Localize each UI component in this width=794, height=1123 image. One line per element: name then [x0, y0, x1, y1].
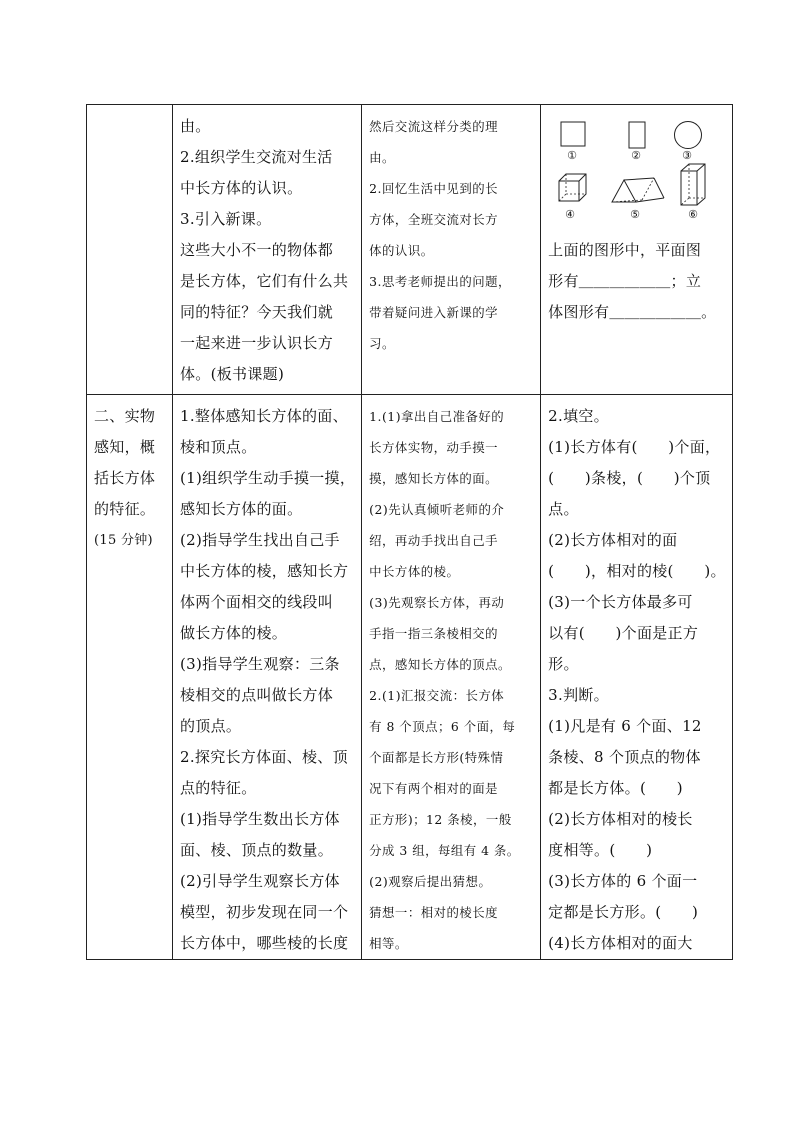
text-line: 体图形有＿＿＿＿＿＿。	[548, 303, 717, 321]
text-line: 面、棱、顶点的数量。	[180, 841, 334, 859]
text-line: ( )，相对的棱( )。	[548, 562, 726, 580]
text-line: 都是长方体。( )	[548, 779, 683, 797]
shape-label-5: ⑤	[630, 208, 641, 221]
text-line: 3.判断。	[548, 686, 609, 704]
text-line: (2)观察后提出猜想。	[369, 874, 492, 889]
text-line: 点的特征。	[180, 779, 257, 797]
shape-label-3: ③	[682, 149, 693, 162]
text-line: 中长方体的认识。	[180, 179, 303, 197]
exercise-cell	[541, 395, 733, 960]
text-line: 1.(1)拿出自己准备好的	[369, 409, 505, 424]
text-line: 有 8 个顶点；6 个面，每	[369, 719, 516, 734]
text-line: 体。(板书课题)	[180, 365, 285, 383]
text-line: 体的认识。	[369, 243, 434, 258]
text-line: 二、实物	[94, 407, 156, 425]
text-line: 条棱、8 个顶点的物体	[548, 748, 701, 766]
cube-figure	[558, 173, 588, 203]
text-line: 的顶点。	[180, 717, 242, 735]
shape-figures	[548, 111, 726, 235]
text-line: (2)长方体相对的面	[548, 531, 678, 549]
teacher-activity-cell	[173, 105, 362, 395]
text-line: 中长方体的棱。	[369, 564, 460, 579]
text-line: 一起来进一步认识长方	[180, 334, 334, 352]
text-line: 括长方体	[94, 469, 156, 487]
text-line: 2.探究长方体面、棱、顶	[180, 748, 348, 766]
text-line: 形有＿＿＿＿＿＿；立	[548, 272, 702, 290]
square-figure	[560, 121, 586, 147]
text-line: 上面的图形中，平面图	[548, 241, 702, 259]
student-activity-cell	[362, 395, 541, 960]
text-line: 相等。	[369, 936, 408, 951]
text-line: 习。	[369, 336, 395, 351]
text-line: 以有( )个面是正方	[548, 624, 699, 642]
text-line: (3)先观察长方体，再动	[369, 595, 505, 610]
text-line: 做长方体的棱。	[180, 624, 288, 642]
text-line: (2)长方体相对的棱长	[548, 810, 693, 828]
text-line: 体两个面相交的线段叫	[180, 593, 334, 611]
text-line: 模型，初步发现在同一个	[180, 903, 349, 921]
text-line: 棱和顶点。	[180, 438, 257, 456]
text-line: 绍，再动手找出自己手	[369, 533, 499, 548]
text-line: 点。	[548, 500, 579, 518]
triangular-prism-figure	[610, 175, 666, 205]
text-line: (1)凡是有 6 个面、12	[548, 717, 702, 735]
table-row	[87, 395, 733, 960]
text-line: 棱相交的点叫做长方体	[180, 686, 334, 704]
text-line: 手指一指三条棱相交的	[369, 626, 499, 641]
text-line: 个面都是长方形(特殊情	[369, 750, 504, 765]
text-line: 3.引入新课。	[180, 210, 272, 228]
text-line: 方体，全班交流对长方	[369, 212, 499, 227]
text-line: 3.思考老师提出的问题，	[369, 274, 511, 289]
text-line: 长方体中，哪些棱的长度	[180, 934, 349, 952]
text-line: 猜想一：相对的棱长度	[369, 905, 499, 920]
text-line: 正方形)；12 条棱，一般	[369, 812, 512, 827]
text-line: 定都是长方形。( )	[548, 903, 699, 921]
text-line: 1.整体感知长方体的面、	[180, 407, 348, 425]
text-line: (2)先认真倾听老师的介	[369, 502, 505, 517]
text-line: 中长方体的棱，感知长方	[180, 562, 349, 580]
text-line: (1)指导学生数出长方体	[180, 810, 340, 828]
text-line: (3)一个长方体最多可	[548, 593, 693, 611]
text-line: 形。	[548, 655, 579, 673]
text-line: 由。	[369, 150, 395, 165]
text-line: 感知，概	[94, 438, 156, 456]
text-line: 况下有两个相对的面是	[369, 781, 499, 796]
text-line: 2.组织学生交流对生活	[180, 148, 333, 166]
text-line: 长方体实物，动手摸一	[369, 440, 499, 455]
cuboid-figure	[680, 163, 706, 207]
circle-figure	[673, 120, 703, 150]
text-line: 带着疑问进入新课的学	[369, 305, 499, 320]
text-line: 2.(1)汇报交流：长方体	[369, 688, 505, 703]
text-line: 的特征。	[94, 500, 156, 518]
text-line: (2)引导学生观察长方体	[180, 872, 340, 890]
rectangle-figure	[628, 121, 646, 149]
text-line: 由。	[180, 117, 211, 135]
table-row	[87, 105, 733, 395]
text-line: ( )条棱，( )个顶	[548, 469, 711, 487]
text-line: (1)组织学生动手摸一摸，	[180, 469, 356, 487]
text-line: 分成 3 组，每组有 4 条。	[369, 843, 520, 858]
shape-label-6: ⑥	[688, 208, 699, 221]
shape-label-4: ④	[565, 208, 576, 221]
text-line: 摸，感知长方体的面。	[369, 471, 499, 486]
text-line: (1)长方体有( )个面，	[548, 438, 721, 456]
stage-cell	[87, 105, 173, 395]
text-line: (2)指导学生找出自己手	[180, 531, 340, 549]
text-line: (3)长方体的 6 个面一	[548, 872, 698, 890]
text-line: 同的特征？今天我们就	[180, 303, 334, 321]
lesson-plan-table	[86, 104, 733, 960]
text-line: 感知长方体的面。	[180, 500, 303, 518]
text-line: (15 分钟)	[94, 533, 153, 548]
text-line: (3)指导学生观察：三条	[180, 655, 340, 673]
text-line: 2.回忆生活中见到的长	[369, 181, 498, 196]
text-line: 2.填空。	[548, 407, 609, 425]
text-line: 度相等。( )	[548, 841, 653, 859]
student-activity-cell	[362, 105, 541, 395]
stage-cell	[87, 395, 173, 960]
text-line: 然后交流这样分类的理	[369, 119, 499, 134]
shape-label-1: ①	[567, 149, 578, 162]
text-line: (4)长方体相对的面大	[548, 934, 693, 952]
exercise-cell	[541, 105, 733, 395]
teacher-activity-cell	[173, 395, 362, 960]
shape-label-2: ②	[631, 149, 642, 162]
text-line: 是长方体，它们有什么共	[180, 272, 349, 290]
text-line: 点，感知长方体的顶点。	[369, 657, 511, 672]
text-line: 这些大小不一的物体都	[180, 241, 334, 259]
